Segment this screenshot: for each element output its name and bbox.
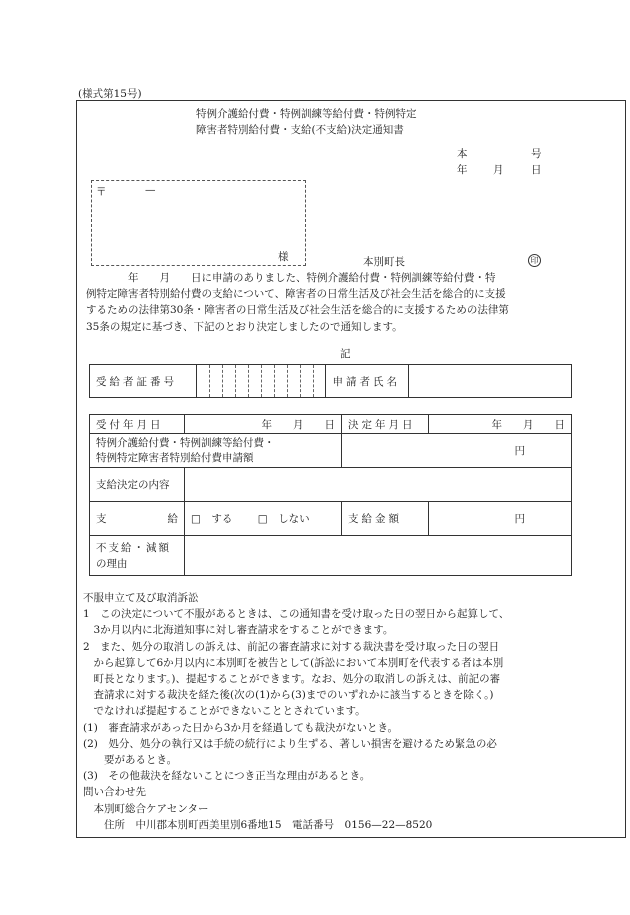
- number-digit-cell[interactable]: [261, 365, 274, 398]
- received-date-field[interactable]: 年 月 日: [185, 415, 342, 434]
- decision-content-label: 支給決定の内容: [90, 468, 185, 502]
- doc-number-hon: 本: [457, 148, 468, 160]
- contact-heading: 問い合わせ先: [83, 786, 146, 799]
- objection-line: (1) 審査請求があった日から3か月を経過しても裁決がないとき。: [83, 721, 399, 734]
- decision-date-field[interactable]: 年 月 日: [429, 415, 572, 434]
- doc-date-year: 年: [457, 164, 468, 176]
- doc-date-month: 月: [493, 164, 504, 176]
- postal-mark: 〒: [96, 186, 107, 198]
- number-digit-cell[interactable]: [248, 365, 261, 398]
- body-line: するための法律第30条・障害者の日常生活及び社会生活を総合的に支援するための法律第: [86, 304, 509, 317]
- objection-line: (3) その他裁決を経ないことにつき正当な理由があるとき。: [83, 770, 371, 783]
- form-number: (様式第15号): [78, 88, 142, 100]
- postal-dash: —: [145, 184, 156, 196]
- contact-address: 住所 中川郡本別町西美里別6番地15 電話番号 0156—22—8520: [83, 818, 433, 831]
- number-digit-cell[interactable]: [274, 365, 287, 398]
- honorific-sama: 様: [278, 251, 289, 263]
- objection-line: 3か月以内に北海道知事に対し審査請求をすることができます。: [83, 624, 394, 637]
- body-line: 35条の規定に基づき、下記のとおり決定しましたので通知します。: [86, 320, 403, 333]
- doc-number-go: 号: [531, 148, 542, 160]
- ki-heading: 記: [340, 348, 351, 360]
- amount-requested-label: [90, 434, 342, 468]
- payment-amount-field[interactable]: 円: [429, 502, 572, 536]
- seal-icon: 印: [528, 254, 541, 267]
- reason-label-line: の理由: [96, 557, 128, 570]
- amount-requested-label-line: 特例特定障害者特別給付費申請額: [96, 451, 254, 464]
- objection-line: 1 この決定について不服があるときは、この通知書を受け取った日の翌日から起算して、: [83, 608, 510, 621]
- amount-requested-label-line: 特例介護給付費・特例訓練等給付費・: [96, 436, 275, 449]
- title-line-1: 特例介護給付費・特例訓練等給付費・特例特定: [196, 108, 417, 120]
- objection-heading: 不服申立て及び取消訴訟: [83, 592, 199, 604]
- seal-mark: [528, 254, 541, 267]
- number-digit-cell[interactable]: [222, 365, 235, 398]
- objection-line: (2) 処分、処分の執行又は手続の続行により生ずる、著しい損害を避けるため緊急の必: [83, 737, 497, 750]
- applicant-name-label: 申請者氏名: [326, 365, 409, 398]
- number-digit-cell[interactable]: [235, 365, 248, 398]
- address-box: [91, 180, 306, 266]
- payment-label-char: 支: [96, 513, 107, 525]
- payment-options: [185, 502, 342, 536]
- number-digit-cell[interactable]: [209, 365, 222, 398]
- number-digit-cell[interactable]: [196, 365, 209, 398]
- issuer-name: 本別町長: [363, 256, 405, 268]
- objection-line: 要があるとき。: [83, 754, 178, 767]
- payment-label-char: 給: [167, 513, 178, 525]
- applicant-name-field[interactable]: [409, 365, 572, 398]
- title-line-2: 障害者特別給付費・支給(不支給)決定通知書: [196, 124, 404, 136]
- objection-line: 町長となります。)、提起することができます。なお、処分の取消しの訴えは、前記の審: [83, 673, 501, 686]
- number-digit-cell[interactable]: [313, 365, 326, 398]
- number-digit-cell[interactable]: [287, 365, 300, 398]
- decision-content-field[interactable]: [185, 468, 572, 502]
- number-digit-cell[interactable]: [300, 365, 313, 398]
- objection-line: 査請求に対する裁決を経た後(次の(1)から(3)までのいずれかに該当するときを除く。): [83, 689, 494, 702]
- doc-date-day: 日: [531, 164, 542, 176]
- body-line: 例特定障害者特別給付費の支給について、障害者の日常生活及び社会生活を総合的に支援: [86, 288, 506, 301]
- recipient-number-label: 受給者証番号: [90, 365, 197, 398]
- decision-date-label: 決定年月日: [342, 415, 429, 434]
- payment-amount-label: 支給金額: [342, 502, 429, 536]
- reason-field[interactable]: [185, 536, 572, 576]
- body-paragraph: [86, 270, 616, 335]
- option-do-checkbox[interactable]: □ する: [191, 513, 233, 525]
- payment-label: [90, 502, 185, 536]
- reason-label-line: 不支給・減額: [96, 541, 171, 554]
- recipient-table: [89, 364, 572, 398]
- contact-office: 本別町総合ケアセンター: [83, 802, 209, 815]
- option-dont-checkbox[interactable]: □ しない: [257, 513, 310, 525]
- objection-section: [83, 590, 623, 833]
- amount-requested-field[interactable]: 円: [342, 434, 572, 468]
- objection-line: でなければ提起することができないこととされています。: [83, 705, 366, 718]
- received-date-label: 受付年月日: [90, 415, 185, 434]
- body-line: 年 月 日に申請のありました、特例介護給付費・特例訓練等給付費・特: [86, 272, 496, 284]
- objection-line: から起算して6か月以内に本別町を被告として(訴訟において本別町を代表する者は本別: [83, 656, 504, 669]
- objection-line: 2 また、処分の取消しの訴えは、前記の審査請求に対する裁決書を受け取った日の翌日: [83, 640, 500, 653]
- decision-table: [89, 414, 572, 576]
- reason-label: [90, 536, 185, 576]
